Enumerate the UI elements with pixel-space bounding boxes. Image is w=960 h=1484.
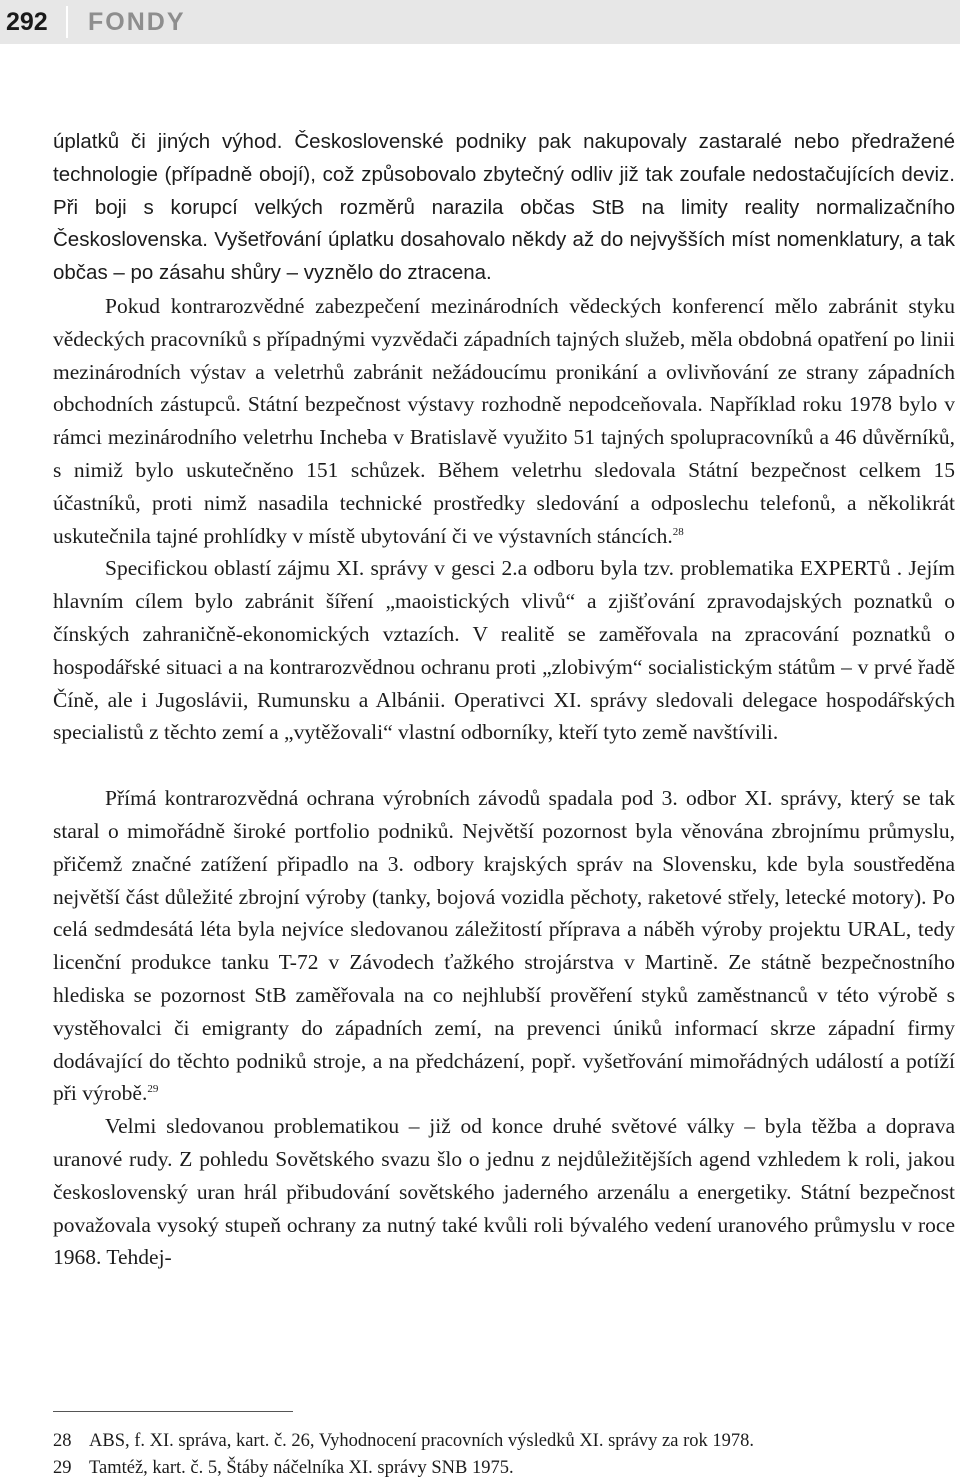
section-title: FONDY <box>88 8 186 36</box>
paragraph <box>53 1110 955 1274</box>
paragraph <box>53 126 955 290</box>
footnote-number: 28 <box>53 1431 72 1451</box>
paragraph <box>53 290 955 552</box>
footnote <box>53 1428 953 1455</box>
body-text <box>53 126 955 1274</box>
paragraph-text: Specifickou oblastí zájmu XI. správy v gesci 2.a odboru byla tzv. problematika EXPERTů . Jejím hlavním cílem bylo zabránit šíření „maoistických vlivů“ a zjišťování zpravodajských poznatků o čínských zahraničně-ekonomických vztazích. V realitě se zaměřovala na zpracování poznatků o hospodářské situaci a na kontrarozvědnou ochranu proti „zlobivým“ socialistickým státům – v prvé řadě Číně, ale i Jugoslávii, Rumunsku a Albánii. Operativci XI. správy sledovali delegace hospodářských specialistů z těchto zemí a „vytěžovali“ vlastní odborníky, kteří tyto země navštívili. <box>53 556 955 745</box>
paragraph-text: úplatků či jiných výhod. Československé podniky pak nakupovaly zastaralé nebo předražené technologie (případně obojí), což způsobovalo zbytečný odliv již tak zoufale nedostačujících deviz. Při boji s korupcí velkých rozměrů narazila občas StB na limity reality normalizačního Československa. Vyšetřování úplatku dosahovalo někdy až do nejvyšších míst nomenklatury, a tak občas – po zásahu shůry – vyznělo do ztracena. <box>53 130 955 285</box>
section-gap <box>53 749 955 782</box>
page-number: 292 <box>6 8 48 36</box>
footnote-text: ABS, f. XI. správa, kart. č. 26, Vyhodnocení pracovních výsledků XI. správy za rok 1978. <box>89 1431 754 1451</box>
paragraph <box>53 552 955 749</box>
footnote-ref: 29 <box>147 1083 159 1096</box>
header-divider <box>66 6 68 38</box>
paragraph <box>53 782 955 1110</box>
footnote <box>53 1455 953 1482</box>
paragraph-text: Přímá kontrarozvědná ochrana výrobních závodů spadala pod 3. odbor XI. správy, který se tak staral o mimořádně široké portfolio podniků. Největší pozornost byla věnována zbrojnímu průmyslu, přičemž značné zatížení připadlo na 3. odbory krajských správ na Slovensku, kde byla soustředěna největší část důležité zbrojní výroby (tanky, bojová vozidla pěchoty, raketové střely, letecké motory). Po celá sedmdesátá léta byla nejvíce sledovanou záležitostí příprava a náběh výroby projektu URAL, tedy licenční produkce tanku T-72 v Závodech ťažkého strojárstva v Martině. Ze státně bezpečnostního hlediska se pozornost StB zaměřovala na co nejhlubší prověření styků zaměstnanců v této výrobě s vystěhovalci či emigranty do západních zemí, na prevenci úniků informací skrze západní firmy dodávající do těchto podniků stroje, a na předcházení, popř. vyšetřování mimořádných událostí a potíží při výrobě. <box>53 786 955 1106</box>
footnote-text: Tamtéž, kart. č. 5, Štáby náčelníka XI. správy SNB 1975. <box>89 1458 514 1478</box>
footnote-rule <box>53 1411 293 1412</box>
footnotes <box>53 1428 953 1482</box>
footnote-number: 29 <box>53 1458 72 1478</box>
running-header <box>0 0 960 44</box>
paragraph-text: Velmi sledovanou problematikou – již od konce druhé světové války – byla těžba a doprava uranové rudy. Z pohledu Sovětského svazu šlo o jednu z nejdůležitějších agend vzhledem k roli, jakou československý uran hrál přibudování sovětského jaderného arzenálu a energetiky. Státní bezpečnost považovala vysoký stupeň ochrany za nutný také kvůli roli bývalého vedení uranového průmyslu v roce 1968. Tehdej- <box>53 1114 955 1270</box>
paragraph-text: Pokud kontrarozvědné zabezpečení mezinárodních vědeckých konferencí mělo zabránit styku vědeckých pracovníků s případnými vyzvědači západních tajných služeb, měla obdobná opatření po linii mezinárodních výstav a veletrhů zabránit nežádoucímu pronikání a ovlivňování ze strany západních obchodních zástupců. Státní bezpečnost výstavy rozhodně nepodceňovala. Například roku 1978 bylo v rámci mezinárodního veletrhu Incheba v Bratislavě využito 51 tajných spolupracovníků a 46 důvěrníků, s nimiž bylo uskutečněno 151 schůzek. Během veletrhu sledovala Státní bezpečnost celkem 15 účastníků, proti nimž nasadila technické prostředky sledování a odposlechu telefonů, a několikrát uskutečnila tajné prohlídky v místě ubytování či ve výstavních stáncích. <box>53 293 955 548</box>
footnote-ref: 28 <box>672 525 684 538</box>
